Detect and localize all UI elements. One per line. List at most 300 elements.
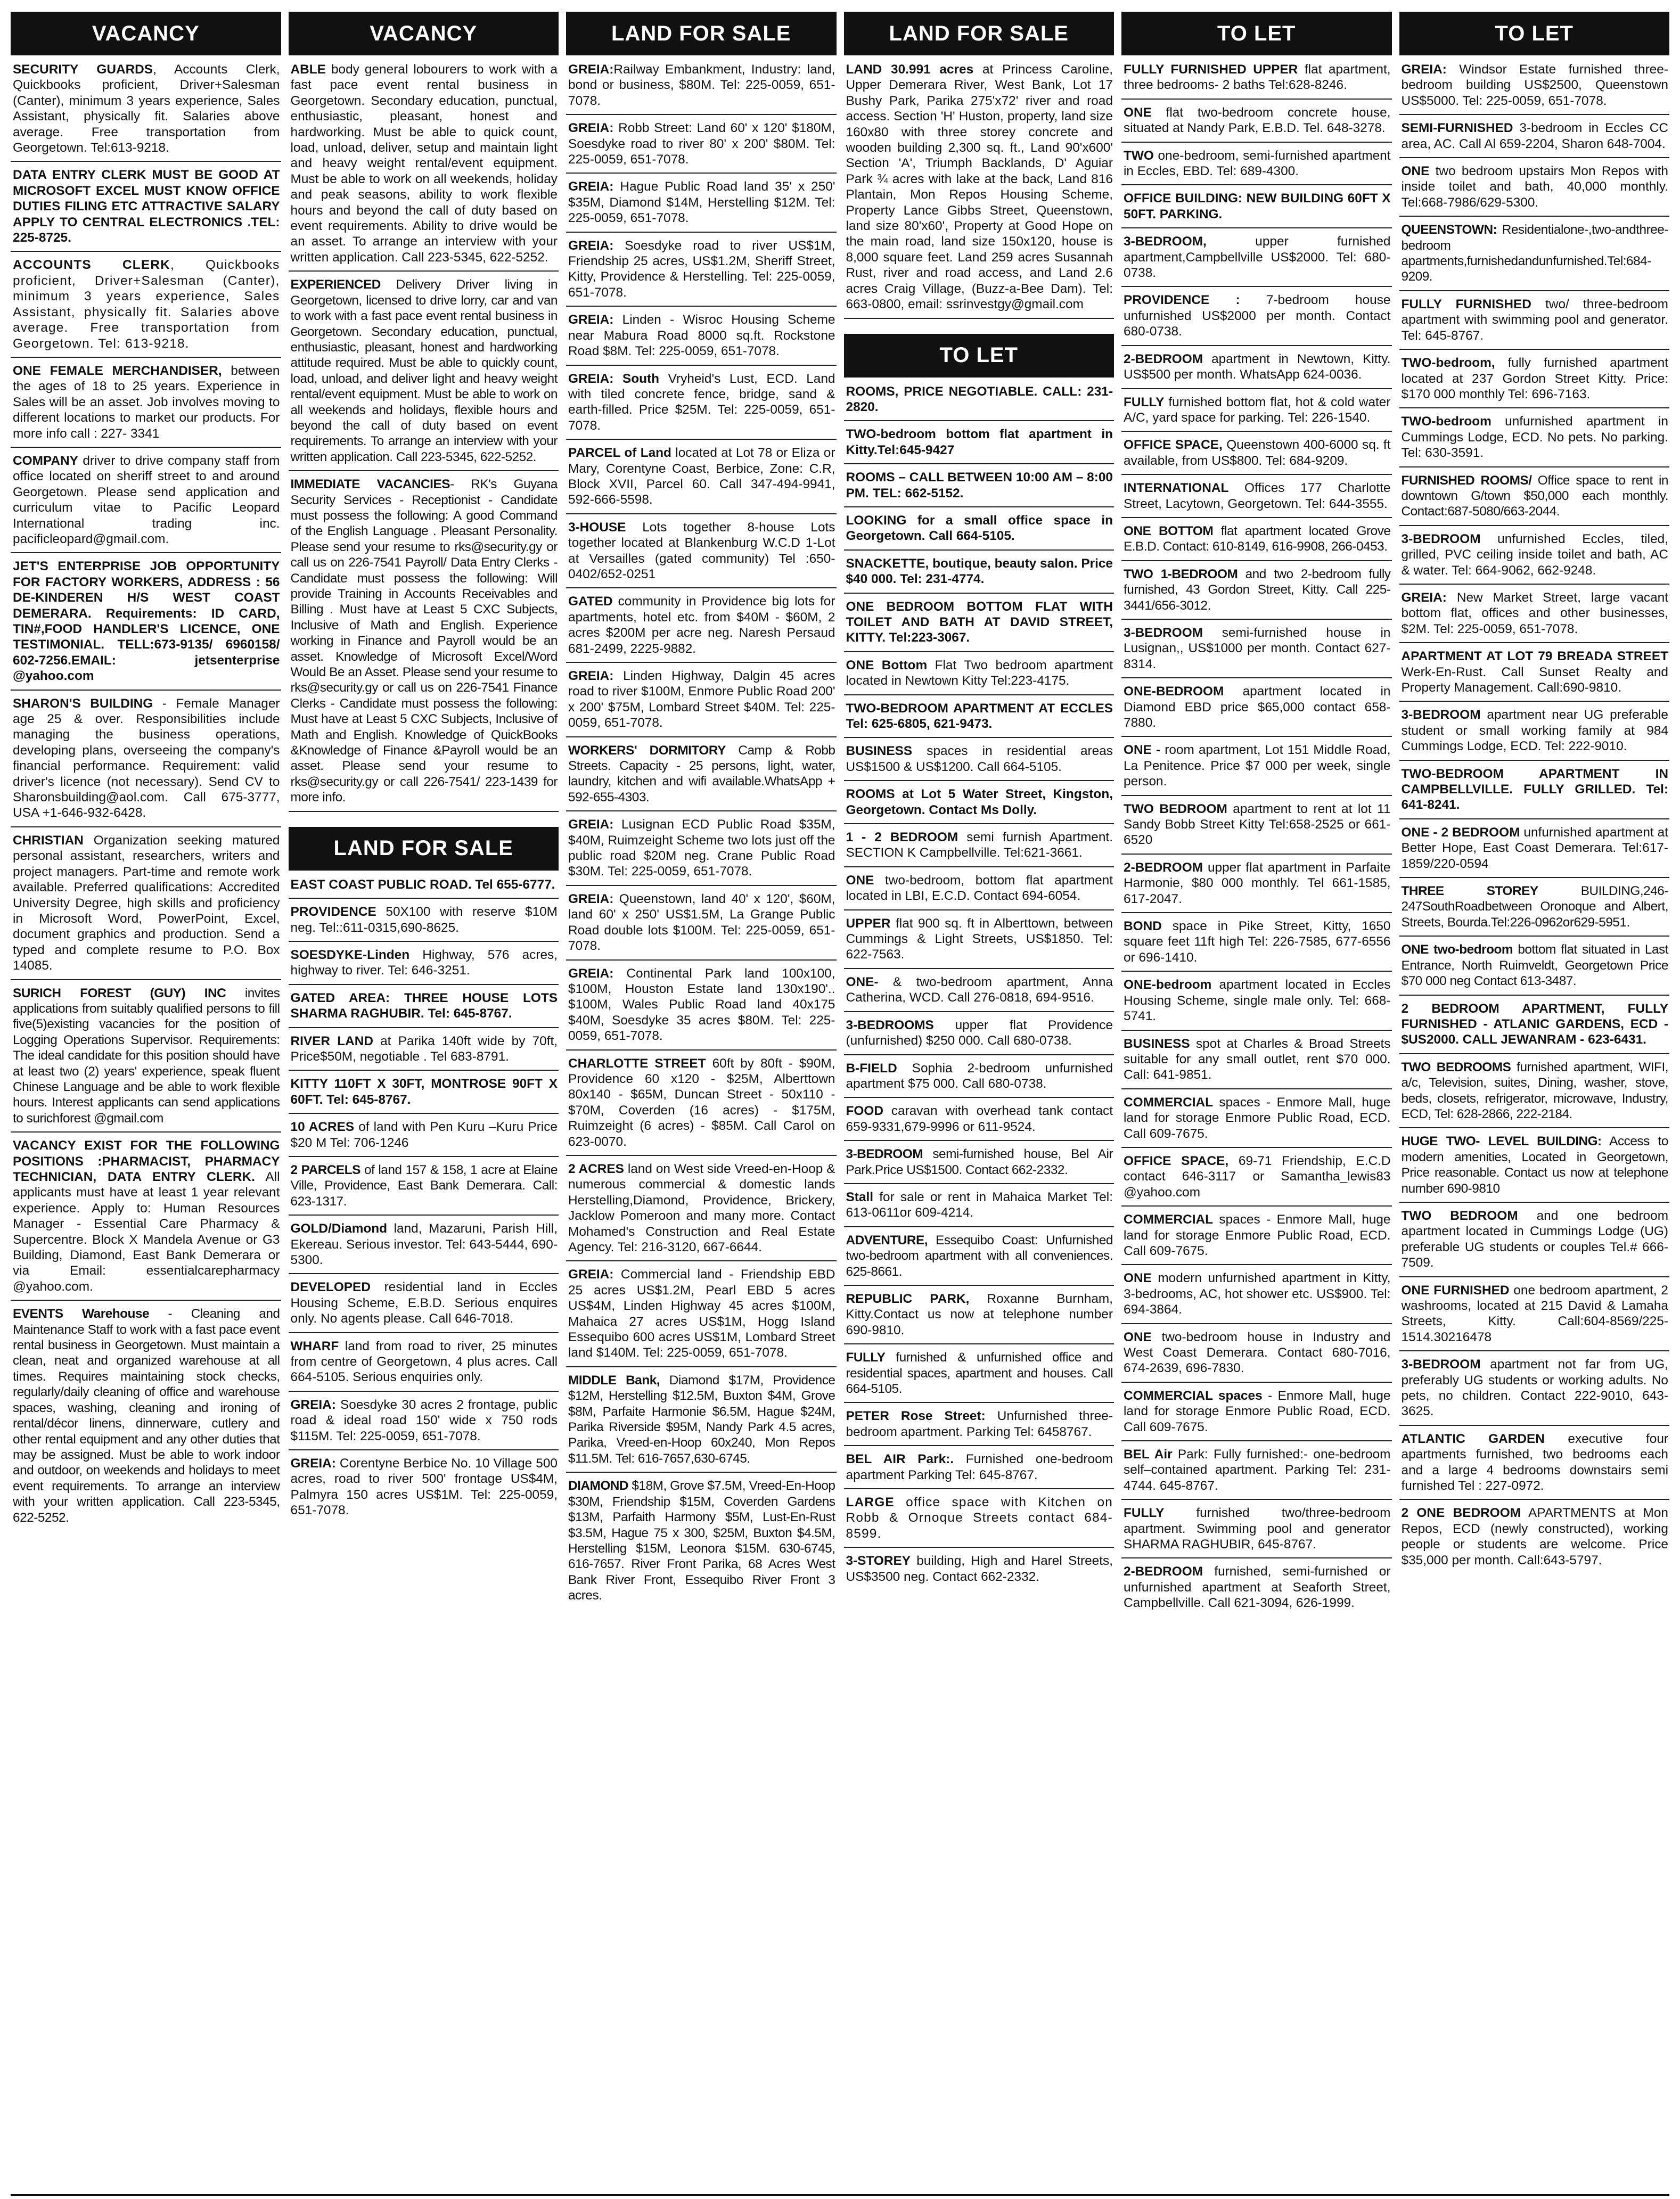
classified-ad <box>1121 801 1392 855</box>
classified-ad <box>1399 766 1670 819</box>
ad-body: flat 900 sq. ft in Alberttown, between Cummings & Light Streets, US$1850. Tel: 622-7563. <box>846 916 1113 962</box>
ad-lead: TWO-BEDROOM APARTMENT IN CAMPBELLVILLE. FULLY GRILLED. Tel: 641-8241. <box>1401 766 1668 813</box>
classified-ad <box>1399 531 1670 585</box>
ad-lead: COMMERCIAL <box>1124 1212 1214 1227</box>
classified-column <box>11 12 281 2189</box>
classified-ad <box>1121 437 1392 475</box>
ad-body: unfurnished apartment at Better Hope, East Coast Demerara. Tel:617-1859/220-0594 <box>1401 825 1668 871</box>
ad-lead: ONE-bedroom <box>1124 978 1212 992</box>
ad-lead: GREIA: <box>568 62 614 77</box>
classified-ad <box>1121 1388 1392 1441</box>
ad-body: at Parika 140ft wide by 70ft, Price$50M, negotiable . Tel 683-8791. <box>290 1033 558 1064</box>
classified-ad <box>1121 1564 1392 1616</box>
classified-ad <box>289 277 559 471</box>
ad-body: furnished, semi-furnished or unfurnished apartment at Seaforth Street, Campbellville. Call 621-3094, 626-1999. <box>1124 1564 1391 1611</box>
classified-ad <box>1399 1505 1670 1573</box>
ad-body: two-bedroom, bottom flat apartment located in LBI, E.C.D. Contact 694-6054. <box>846 873 1113 904</box>
ad-lead: JET'S ENTERPRISE JOB OPPORTUNITY FOR FACTORY WORKERS, ADDRESS : 56 DE-KINDEREN H/S WEST COAST DEMERARA. Requirements: ID CARD, TIN#,FOOD HANDLER'S LICENCE, ONE TESTIMONIAL. TELL:673-9135/ 6960158/ 602-7256.EMAIL: jetsenterprise @yahoo.com <box>13 559 280 684</box>
classified-ad <box>1121 684 1392 737</box>
ad-lead: GREIA: <box>568 121 614 136</box>
ad-lead: DEVELOPED <box>290 1280 371 1295</box>
ad-lead: ROOMS, PRICE NEGOTIABLE. CALL: 231-2820. <box>846 384 1113 414</box>
ad-body: Robb Street: Land 60' x 120' $180M, Soesdyke road to river 80' x 200' $80M. Tel: 225-0059, 651-7078. <box>568 121 835 167</box>
section-heading: LAND FOR SALE <box>844 12 1114 55</box>
classified-ad <box>844 1061 1114 1098</box>
ad-lead: LARGE <box>846 1495 895 1510</box>
ad-lead: TWO BEDROOMS <box>1401 1060 1511 1074</box>
ad-body: between the ages of 18 to 25 years. Experience in Sales will be an asset. Job involves moving to different locations to market our products. For more info call : 227- 3341 <box>13 363 280 441</box>
ad-body: of land with Pen Kuru –Kuru Price $20 M Tel: 706-1246 <box>290 1120 558 1150</box>
classified-ad <box>11 1138 281 1301</box>
ad-lead: SOESDYKE-Linden <box>290 947 410 962</box>
classified-ad <box>566 1478 837 1609</box>
classified-ad <box>844 1189 1114 1227</box>
ad-body: - RK's Guyana Security Services - Receptionist - Candidate must possess the following: A good Command of the English Language . Pleasant Personality. Please send your resume to rks@security.gy or call us on 226-7541 Payroll/ Data Entry Clerks - Candidate must possess the following: Will provide Training in Accounts Receivables and Billing . Must have at Least 5 CXC Subjects, Inclusive of Math and English. Experience working in Finance and Payroll would be an asset. Knowledge of Microsoft Excel/Word Would Be an Asset. Please send your resume to rks@security.gy or call us on 226-7541 Finance Clerks - Candidate must possess the following: Must have at Least 5 CXC Subjects, Inclusive of Math and English. Knowledge of QuickBooks &Knowledge of Finance &Payroll would be an asset. Please send your resume to rks@security.gy or call 226-7541/ 223-1439 for more info. <box>290 477 558 805</box>
classified-ad <box>566 520 837 589</box>
ad-body: , Accounts Clerk, Quickbooks proficient, Driver+Salesman (Canter), minimum 3 years experience, Sales Assistant, physically fit. Salaries above average. Free transportation from Georgetown. Tel:613-9218. <box>13 62 280 155</box>
ad-body: All applicants must have at least 1 year relevant experience. Apply to: Human Resources Manager - Essential Care Pharmacy & Supercentre. Block X Mandela Avenue or G3 Building, Diamond, East Bank Demerara or via Email: essentialcarepharmacy @yahoo.com. <box>13 1170 280 1294</box>
ad-lead: B-FIELD <box>846 1061 897 1076</box>
classified-ad <box>289 1221 559 1274</box>
ad-lead: ROOMS at Lot 5 Water Street, Kingston, Georgetown. Contact Ms Dolly. <box>846 787 1113 817</box>
ad-lead: ONE - 2 BEDROOM <box>1401 825 1520 840</box>
classified-ad <box>1399 1208 1670 1277</box>
classified-ad <box>844 916 1114 969</box>
ad-lead: WORKERS' DORMITORY <box>568 743 726 758</box>
ad-body: - Cleaning and Maintenance Staff to work with a fast pace event rental business in Georgetown. Must maintain a clean, neat and organized warehouse at all times. Requires maintaining stock checks, regularly/daily cleaning of office and warehouse spaces, washing, cleaning and ironing of rental/décor linens, dinnerware, cutlery and other rental equipment and any other duties that may be assigned. Must be able to work indoor and outdoor, on weekends and holidays to meet event requirements. To arrange an interview with your written application. Call 223-5345, 622-5252. <box>13 1307 280 1525</box>
ad-body: body general lobourers to work with a fast pace event rental business in Georgetown. Secondary education, punctual, enthusiastic, pleasant, honest and hardworking. Must be able to quick count, load, unload, deliver, setup and maintain light and heavy weight rental/event equipment. Must be able to work on all weekends, holiday and peak seasons, ability to work flexible hours and beyond the call of duty based on event requirements. Ability to drive would be an asset. To arrange an interview with your written application. Call 223-5345, 622-5252. <box>290 62 558 265</box>
ad-lead: ONE FURNISHED <box>1401 1283 1510 1298</box>
ad-body: Vryheid's Lust, ECD. Land with tiled concrete fence, bridge, sand & earth-filled. Price $25M. Tel: 225-0059, 651-7078. <box>568 371 835 433</box>
ad-body: land, Mazaruni, Parish Hill, Ekereau. Serious investor. Tel: 643-5444, 690-5300. <box>290 1221 558 1267</box>
ad-lead: BUSINESS <box>846 744 913 759</box>
ad-body: building, High and Harel Streets, US$3500 neg. Contact 662-2332. <box>846 1554 1113 1584</box>
ad-lead: 2 PARCELS <box>290 1162 360 1177</box>
ad-lead: PETER Rose Street: <box>846 1409 986 1424</box>
ad-body: 7-bedroom house unfurnished US$2000 per month. Contact 680-0738. <box>1124 293 1391 339</box>
classified-ad <box>566 594 837 663</box>
classified-ad <box>844 974 1114 1012</box>
ad-lead: FULLY FURNISHED UPPER <box>1124 62 1298 77</box>
classified-ad <box>1121 1505 1392 1558</box>
ad-body: bottom flat situated in Last Entrance, North Ruimveldt, Georgetown Price $70 000 neg Contact 613-3487. <box>1401 942 1668 989</box>
ad-body: spaces - Enmore Mall, huge land for storage Enmore Public Road, ECD. Call 609-7675. <box>1124 1095 1391 1141</box>
ad-lead: ATLANTIC GARDEN <box>1401 1431 1545 1446</box>
ad-body: Residentialone-,two-andthree-bedroom apartments,furnishedandunfurnished.Tel:684-9209. <box>1401 223 1668 284</box>
ad-lead: GREIA: <box>568 313 614 327</box>
classified-ad <box>1399 1134 1670 1203</box>
ad-lead: 2 BEDROOM APARTMENT, FULLY FURNISHED - ATLANIC GARDENS, ECD - $US2000. CALL JEWANRAM - 623-6431. <box>1401 1001 1668 1047</box>
ad-lead: TWO BEDROOM <box>1401 1208 1518 1223</box>
classified-ad <box>844 1291 1114 1344</box>
classified-ad <box>1121 234 1392 287</box>
classified-ad <box>566 238 837 307</box>
ad-lead: INTERNATIONAL <box>1124 481 1229 496</box>
ad-lead: PROVIDENCE <box>290 905 376 920</box>
classified-ad <box>1399 883 1670 937</box>
classified-ad <box>1399 1060 1670 1129</box>
classified-ad <box>1121 1212 1392 1265</box>
ad-body: Diamond $17M, Providence $12M, Herstelling $12.5M, Buxton $4M, Grove $8M, Parfaite Harmonie $6.5M, Hague $24M, Parika Riverside $95M, Nandy Park 4.5 acres, Parika, Vreed-en-Hoop 60x240, Mon Repos $11.5M. Tel: 616-7657,630-6745. <box>568 1373 835 1466</box>
classified-ad <box>1399 649 1670 702</box>
ad-lead: TWO-BEDROOM APARTMENT AT ECCLES Tel: 625-6805, 621-9473. <box>846 701 1113 731</box>
ad-lead: 3-BEDROOM <box>1401 1357 1481 1372</box>
ad-lead: GOLD/Diamond <box>290 1221 388 1236</box>
classified-ad <box>844 556 1114 594</box>
ad-body: 69-71 Friendship, E.C.D contact 646-3117 or Samantha_lewis83 @yahoo.com <box>1124 1153 1391 1200</box>
ad-body: flat apartment located Grove E.B.D. Contact: 610-8149, 616-9908, 266-0453. <box>1124 523 1391 554</box>
ad-body: at Princess Caroline, Upper Demerara River, West Bank, Lot 17 Bushy Park, Parika 275'x72' river and road access. Section 'H' Huston, property, land size 160x80 with three storey concrete and wooden building 2,300 sq. ft., Land 90'x600' Section 'A', Triumph Backlands, D' Aguiar Park ¾ acres with lake at the back, Land 816 Plantain, Mon Repos Housing Scheme, Property Lance Gibbs Street, Queenstown, land size 80'x60', Property at Good Hope on the main road, land size 150x120, house is 8,000 square feet. Land 259 acres Susannah Rust, river and road access, and Land 2.6 acres Craig Village, (Buzz-a-Bee Dam). Tel: 663-0800, email: ssrinvestgy@gmail.com <box>846 62 1113 312</box>
ad-body: Essequibo Coast: Unfurnished two-bedroom apartment with all conveniences. 625-8661. <box>846 1233 1113 1279</box>
classified-ad <box>1399 163 1670 217</box>
classified-ad <box>566 668 837 737</box>
classified-ad <box>844 599 1114 652</box>
section-heading: TO LET <box>1399 12 1670 55</box>
ad-lead: 10 ACRES <box>290 1120 355 1135</box>
ad-lead: ONE BEDROOM BOTTOM FLAT WITH TOILET AND BATH AT DAVID STREET, KITTY. Tel:223-3067. <box>846 599 1113 645</box>
classified-ad <box>566 371 837 440</box>
section-heading: TO LET <box>844 334 1114 378</box>
classified-ad <box>844 1451 1114 1489</box>
ad-body: community in Providence big lots for apartments, hotel etc. from $40M - $60M, 2 acres $200M per acre neg. Naresh Persaud 681-2499, 2225-9882. <box>568 594 835 656</box>
ad-lead: ONE <box>1124 1330 1152 1344</box>
ad-lead: BOND <box>1124 919 1162 934</box>
ad-lead: EAST COAST PUBLIC ROAD. Tel 655-6777. <box>290 877 555 892</box>
ad-lead: 2-BEDROOM <box>1124 351 1203 366</box>
classified-ad <box>1399 590 1670 643</box>
ad-lead: 3-BEDROOM <box>1401 708 1481 723</box>
classified-ad <box>289 1339 559 1392</box>
classified-ad <box>1121 918 1392 972</box>
classified-ad <box>1399 1001 1670 1054</box>
ad-body: of land 157 & 158, 1 acre at Elaine Ville, Providence, East Bank Demerara. Call: 623-1317. <box>290 1162 558 1209</box>
ad-lead: TWO-bedroom, <box>1401 356 1495 371</box>
ad-lead: Stall <box>846 1189 874 1204</box>
ad-lead: VACANCY EXIST FOR THE FOLLOWING POSITIONS :PHARMACIST, PHARMACY TECHNICIAN, DATA ENTRY CLERK. <box>13 1138 280 1184</box>
ad-lead: FULLY <box>1124 1506 1165 1521</box>
classified-ad <box>566 817 837 886</box>
ad-body: Office space to rent in downtown G/town $50,000 each monthly. Contact:687-5080/663-2044. <box>1401 473 1668 519</box>
ad-body: New Market Street, large vacant bottom flat, offices and other businesses, $2M. Tel: 225-0059, 651-7078. <box>1401 590 1668 636</box>
ad-body: $18M, Grove $7.5M, Vreed-En-Hoop $30M, Friendship $15M, Coverden Gardens $13M, Parfaith Harmony $5M, Lust-En-Rust $3.5M, Hague 75 x 300, $25M, Buxton $4.5M, Herstelling $15M, Leonora $15M. 630-6745, 616-7657. River Front Parika, 68 Acres West Bank River Front, Essequibo River Front 3 acres. <box>568 1479 835 1603</box>
classified-column <box>289 12 559 2189</box>
classified-ad <box>844 513 1114 551</box>
ad-body: upper flat Providence (unfurnished) $250 000. Call 680-0738. <box>846 1018 1113 1048</box>
section-heading: VACANCY <box>11 12 281 55</box>
ad-lead: FURNISHED ROOMS/ <box>1401 473 1532 488</box>
classified-ad <box>1121 1036 1392 1089</box>
ad-body: spaces - Enmore Mall, huge land for storage Enmore Public Road, ECD. Call 609-7675. <box>1124 1212 1391 1258</box>
ad-body: two-bedroom house in Industry and West Coast Demerara. Contact 680-7016, 674-2639, 696-7830. <box>1124 1330 1391 1376</box>
ad-lead: DIAMOND <box>568 1479 629 1494</box>
ad-lead: ONE BOTTOM <box>1124 523 1214 538</box>
ad-lead: QUEENSTOWN: <box>1401 223 1497 237</box>
ad-lead: BEL AIR Park:. <box>846 1452 954 1467</box>
ad-body: Commercial land - Friendship EBD 25 acres US$1.2M, Pearl EBD 5 acres US$4M, Linden Highway 45 acres $100M, Mahaica 27 acres US$1M, Hogg Island Essequibo 600 acres US$1M, Lombard Street land $140M. Tel: 225-0059, 651-7078. <box>568 1267 835 1360</box>
classified-ad <box>1399 414 1670 467</box>
ad-lead: 2 ACRES <box>568 1161 624 1176</box>
ad-lead: ONE FEMALE MERCHANDISER, <box>13 363 222 378</box>
ad-lead: ACCOUNTS CLERK <box>13 258 170 273</box>
ad-lead: BUSINESS <box>1124 1036 1190 1051</box>
ad-lead: 1 - 2 BEDROOM <box>846 830 958 845</box>
classified-ad <box>566 120 837 174</box>
classified-ad <box>566 312 837 365</box>
ad-body: and one bedroom apartment located in Cummings Lodge (UG) preferable UG students or couples Tel.# 666-7509. <box>1401 1208 1669 1270</box>
classified-ad <box>1121 1330 1392 1383</box>
ad-body: Soesdyke 30 acres 2 frontage, public road & ideal road 150' wide x 750 rods $115M. Tel: 225-0059, 651-7078. <box>290 1397 558 1443</box>
ad-lead: GREIA: <box>568 238 614 253</box>
classified-ad <box>566 62 837 115</box>
ad-lead: LAND 30.991 acres <box>846 62 974 77</box>
ad-body: room apartment, Lot 151 Middle Road, La Penitence. Price $7 000 per week, single person. <box>1124 743 1391 789</box>
ad-lead: GREIA: <box>568 966 614 981</box>
classified-ad <box>11 453 281 553</box>
ad-lead: SNACKETTE, boutique, beauty salon. Price $40 000. Tel: 231-4774. <box>846 556 1113 587</box>
classified-ad <box>844 1408 1114 1446</box>
ad-lead: LOOKING for a small office space in Georgetown. Call 664-5105. <box>846 513 1113 544</box>
ad-lead: SHARON'S BUILDING <box>13 696 153 711</box>
ad-body: residential land in Eccles Housing Scheme, E.B.D. Serious enquires only. No agents please. Call 646-7018. <box>290 1280 558 1326</box>
ad-body: Unfurnished three-bedroom apartment. Parking Tel: 6458767. <box>846 1409 1113 1439</box>
ad-lead: APARTMENT AT LOT 79 BREADA STREET <box>1401 649 1668 664</box>
ad-lead: ONE - <box>1124 743 1161 758</box>
ad-body: Queenstown, land 40' x 120', $60M, land 60' x 250' US$1.5M, La Grange Public Road double lots $100M. Tel: 225-0059, 651-7078. <box>568 891 835 954</box>
classified-ad <box>566 1373 837 1473</box>
ad-body: Werk-En-Rust. Call Sunset Realty and Property Management. Call:690-9810. <box>1401 664 1668 695</box>
ad-lead: ADVENTURE, <box>846 1233 928 1248</box>
classified-ad <box>1121 977 1392 1030</box>
ad-lead: COMPANY <box>13 453 78 468</box>
ad-body: BUILDING,246-247SouthRoadbetween Oronoque and Albert, Streets, Bourda.Tel:226-0962or629-5951. <box>1401 884 1668 930</box>
ad-body: 50X100 with reserve $10M neg. Tel::611-0315,690-8625. <box>290 905 558 935</box>
classified-ad <box>289 1456 559 1524</box>
ad-lead: EXPERIENCED <box>290 277 381 292</box>
ad-body: furnished bottom flat, hot & cold water A/C, yard space for parking. Tel: 226-1540. <box>1124 395 1391 425</box>
classified-ad <box>11 986 281 1133</box>
ad-body: apartment to rent at lot 11 Sandy Bobb Street Kitty Tel:658-2525 or 661-6520 <box>1124 801 1391 848</box>
ad-lead: CHRISTIAN <box>13 833 84 848</box>
ad-body: semi-furnished house in Lusignan,, US$1000 per month. Contact 627-8314. <box>1124 625 1391 671</box>
ad-body: executive four apartments furnished, two bedrooms each and a large 4 bedrooms downstairs semi furnished Tel : 227-0972. <box>1401 1431 1669 1494</box>
ad-body: Queenstown 400-6000 sq. ft available, from US$800. Tel: 684-9209. <box>1124 438 1391 468</box>
ad-lead: DATA ENTRY CLERK MUST BE GOOD AT MICROSOFT EXCEL MUST KNOW OFFICE DUTIES FILING ETC ATTRACTIVE SALARY APPLY TO CENTRAL ELECTRONICS .TEL: 225-8725. <box>13 168 280 245</box>
classified-ad <box>1121 625 1392 678</box>
classified-ad <box>566 743 837 812</box>
classified-ad <box>844 1018 1114 1055</box>
classified-ad <box>289 1279 559 1333</box>
ad-lead: ROOMS – CALL BETWEEN 10:00 AM – 8:00 PM. TEL: 662-5152. <box>846 470 1113 500</box>
ad-body: Flat Two bedroom apartment located in Newtown Kitty Tel:223-4175. <box>846 658 1113 688</box>
ad-lead: GREIA: <box>290 1397 336 1412</box>
ad-body: apartment near UG preferable student or small working family at 984 Cummings Lodge, ECD. Tel: 222-9010. <box>1401 708 1668 754</box>
classified-ad <box>289 62 559 272</box>
ad-lead: GATED <box>568 594 613 609</box>
ad-lead: REPUBLIC PARK, <box>846 1291 970 1306</box>
ad-lead: ONE <box>846 873 874 888</box>
classified-ad <box>1121 105 1392 143</box>
classified-ad <box>289 904 559 942</box>
classified-ad <box>844 1233 1114 1286</box>
classified-ad <box>289 1119 559 1157</box>
ad-lead: TWO 1-BEDROOM <box>1124 567 1238 581</box>
ad-lead: ONE- <box>846 974 879 989</box>
classified-ad <box>289 1397 559 1450</box>
ad-lead: OFFICE SPACE, <box>1124 1153 1229 1168</box>
ad-body: Roxanne Burnham, Kitty.Contact us now at telephone number 690-9810. <box>846 1291 1113 1338</box>
ad-lead: EVENTS Warehouse <box>13 1307 150 1322</box>
classified-ad <box>1121 567 1392 620</box>
ad-lead: GREIA: <box>568 179 614 194</box>
classified-ad <box>11 363 281 448</box>
classified-ad <box>1121 148 1392 186</box>
classified-ad <box>844 830 1114 867</box>
ad-lead: ABLE <box>290 62 326 77</box>
classified-ad <box>1399 62 1670 115</box>
ad-lead: 3-BEDROOM, <box>1124 234 1207 249</box>
classified-column <box>1399 12 1670 2189</box>
ad-body: and two 2-bedroom fully furnished, 43 Gordon Street, Kitty. Call 225- 3441/656-3012. <box>1124 567 1391 613</box>
classified-ad <box>1121 62 1392 100</box>
ad-body: Windsor Estate furnished three-bedroom building US$2500, Queenstown US$5000. Tel: 225-0059, 651-7078. <box>1401 62 1668 108</box>
ad-lead: OFFICE SPACE, <box>1124 438 1223 453</box>
ad-lead: HUGE TWO- LEVEL BUILDING: <box>1401 1134 1602 1149</box>
ad-lead: FULLY FURNISHED <box>1401 297 1531 311</box>
section-heading: LAND FOR SALE <box>566 12 837 55</box>
ad-lead: CHARLOTTE STREET <box>568 1056 706 1071</box>
classified-ad <box>11 696 281 827</box>
classified-ad <box>289 477 559 812</box>
ad-lead: SURICH FOREST (GUY) INC <box>13 986 226 1000</box>
classified-ad <box>1121 480 1392 518</box>
classified-ad <box>844 384 1114 422</box>
ad-lead: FULLY <box>846 1350 886 1365</box>
classified-columns <box>11 12 1669 2189</box>
section-heading: TO LET <box>1121 12 1392 55</box>
ad-lead: RIVER LAND <box>290 1033 373 1048</box>
classified-ad <box>1399 120 1670 158</box>
ad-body: unfurnished apartment in Cummings Lodge, ECD. No pets. No parking. Tel: 630-3591. <box>1401 414 1668 461</box>
ad-lead: PARCEL of Land <box>568 446 671 461</box>
ad-lead: 3-BEDROOM <box>846 1147 923 1162</box>
ad-body: 60ft by 80ft - $90M, Providence 60 x120 - $25M, Alberttown 80x140 - $65M, Duncan Street - 50x110 - $70M, Coverden (16 acres) - $175M, Ruimzeight (6 acres) - $85M. Call Carol on 623-0070. <box>568 1056 835 1149</box>
ad-lead: ONE two-bedroom <box>1401 942 1513 957</box>
ad-body: , Quickbooks proficient, Driver+Salesman (Canter), minimum 3 years experience, Sales Assistant, physically fit. Salaries above average. Free transportation from Georgetown. Tel: 613-9218. <box>13 258 280 351</box>
ad-body: spot at Charles & Broad Streets suitable for any small outlet, rent $70 000. Call: 641-9851. <box>1124 1036 1391 1082</box>
classified-ad <box>11 559 281 690</box>
ad-lead: SEMI-FURNISHED <box>1401 121 1513 136</box>
classified-column <box>566 12 837 2189</box>
classified-ad <box>1121 860 1392 913</box>
ad-lead: BEL Air <box>1124 1447 1173 1462</box>
ad-lead: IMMEDIATE VACANCIES <box>290 477 450 492</box>
classified-ad <box>1121 191 1392 228</box>
classified-ad <box>844 1495 1114 1548</box>
classified-ad <box>844 1103 1114 1141</box>
classified-ad <box>566 179 837 232</box>
ad-body: apartment in Newtown, Kitty. US$500 per month. WhatsApp 624-0036. <box>1124 351 1391 382</box>
classified-ad <box>289 1162 559 1216</box>
ad-lead: COMMERCIAL <box>1124 1095 1214 1110</box>
classified-ad <box>566 1056 837 1156</box>
classified-ad <box>1121 1153 1392 1207</box>
ad-body: flat apartment, three bedrooms- 2 baths Tel:628-8246. <box>1124 62 1391 93</box>
ad-lead: COMMERCIAL spaces <box>1124 1388 1263 1403</box>
ad-lead: GREIA: <box>568 817 614 832</box>
ad-lead: GREIA: <box>568 1267 614 1282</box>
ad-body: - Female Manager age 25 & over. Responsibilities include managing the business operations, developing plans, overseeing the company's financial performance. Requirement: valid driver's licence (not necessary). Send CV to Sharonsbuilding@aol.com. Call 675-3777, USA +1-646-932-6428. <box>13 696 280 820</box>
classified-ad <box>1399 825 1670 878</box>
classified-ad <box>1121 1095 1392 1148</box>
classified-ad <box>11 257 281 357</box>
ad-body: modern unfurnished apartment in Kitty, 3-bedrooms, AC, hot shower etc. US$900. Tel: 694-3864. <box>1124 1271 1391 1317</box>
ad-body: Offices 177 Charlotte Street, Lacytown, Georgetown. Tel: 644-3555. <box>1124 481 1391 511</box>
classified-ad <box>1121 395 1392 432</box>
classified-ad <box>566 1267 837 1367</box>
ad-body: APARTMENTS at Mon Repos, ECD (newly constructed), working people or students are welcome. Price $35,000 per month. Call:643-5797. <box>1401 1506 1668 1568</box>
ad-body: one bedroom apartment, 2 washrooms, located at 215 David & Lamaha Streets, Kitty. Call:604-8569/225-1514.30216478 <box>1401 1283 1668 1344</box>
ad-body: space in Pike Street, Kitty, 1650 square feet 11ft high Tel: 226-7585, 677-6556 or 696-1410. <box>1124 919 1391 965</box>
ad-body: two/ three-bedroom apartment with swimming pool and generator. Tel: 645-8767. <box>1401 297 1668 343</box>
ad-body: Sophia 2-bedroom unfurnished apartment $75 000. Call 680-0738. <box>846 1061 1113 1091</box>
classified-ad <box>1121 742 1392 795</box>
ad-body: unfurnished Eccles, tiled, grilled, PVC ceiling inside toilet and bath, AC & water. Tel: 664-9062, 662-9248. <box>1401 531 1668 578</box>
ad-lead: TWO <box>1124 148 1154 163</box>
ad-body: furnished & unfurnished office and residential spaces, apartment and houses. Call 664-5105. <box>846 1350 1113 1396</box>
classified-ad <box>1399 1431 1670 1500</box>
classified-ad <box>1121 523 1392 561</box>
classified-ad <box>11 833 281 980</box>
classified-ad <box>289 1033 559 1071</box>
ad-lead: TWO BEDROOM <box>1124 801 1227 816</box>
ad-lead: UPPER <box>846 916 891 931</box>
ad-body: Lots together 8-house Lots together located at Blankenburg W.C.D 1-Lot at Versailles (gated community) Tel :650-0402/652-0251 <box>568 520 835 581</box>
ad-body: Linden - Wisroc Housing Scheme near Mabura Road 8000 sq.ft. Rockstone Road $8M. Tel: 225-0059, 651-7078. <box>568 313 835 359</box>
section-heading: VACANCY <box>289 12 559 55</box>
classified-ad <box>1399 355 1670 408</box>
classified-ad <box>1399 222 1670 291</box>
ad-body: apartment not far from UG, preferably UG students or working adults. No pets, no children. Contact 222-9010, 643-3625. <box>1401 1357 1668 1419</box>
ad-lead: 3-BEDROOM <box>1124 625 1203 640</box>
ad-body: located at Lot 78 or Eliza or Mary, Corentyne Coast, Berbice, Zone: C.R, Block XVII, Parcel 60. Call 347-494-9941, 592-666-5598. <box>568 446 835 507</box>
classified-ad <box>844 743 1114 781</box>
ad-body: Corentyne Berbice No. 10 Village 500 acres, road to river 500' frontage US$4M, Palmyra 150 acres US$1M. Tel: 225-0059, 651-7078. <box>290 1456 558 1518</box>
classified-ad <box>844 701 1114 739</box>
section-heading: LAND FOR SALE <box>289 827 559 871</box>
classified-ad <box>289 947 559 985</box>
classified-ad <box>11 1306 281 1531</box>
ad-lead: MIDDLE Bank, <box>568 1373 660 1388</box>
classified-ad <box>289 1076 559 1114</box>
ad-body: apartment located in Diamond EBD price $65,000 contact 658-7880. <box>1124 684 1391 730</box>
classified-ad <box>566 1161 837 1261</box>
ad-lead: ONE <box>1124 1271 1152 1286</box>
classified-ad <box>11 62 281 162</box>
ad-body: Organization seeking matured personal assistant, researchers, writers and project managers. Part-time and remote work available. Preferred qualifications: Accredited University Degree, high skills and proficiency in Microsoft Word, PowerPoint, Excel, document graphics and production. Send a typed and complete resume to P.O. Box 14085. <box>13 833 280 973</box>
classified-column <box>844 12 1114 2189</box>
ad-lead: ONE-BEDROOM <box>1124 684 1224 699</box>
classified-ad <box>1399 1357 1670 1426</box>
classified-ad <box>11 167 281 252</box>
classified-column <box>1121 12 1392 2189</box>
ad-lead: ONE <box>1401 164 1430 179</box>
ad-lead: SECURITY GUARDS <box>13 62 153 77</box>
ad-lead: 3-BEDROOM <box>1401 531 1481 546</box>
ad-body: caravan with overhead tank contact 659-9331,679-9996 or 611-9524. <box>846 1104 1113 1134</box>
ad-body: land on West side Vreed-en-Hoop & numerous commercial & domestic lands Herstelling,Diamond, Providence, Brickery, Jacklow Pomeroon and many more. Contact Mohamed's Construction and Real Estate Agency. Tel: 216-3120, 667-6644. <box>568 1161 835 1254</box>
ad-body: Railway Embankment, Industry: land, bond or business, $80M. Tel: 225-0059, 651-7078. <box>568 62 835 108</box>
ad-body: Hague Public Road land 35' x 250' $35M, Diamond $14M, Herstelling $12M. Tel: 225-0059, 651-7078. <box>568 179 835 226</box>
